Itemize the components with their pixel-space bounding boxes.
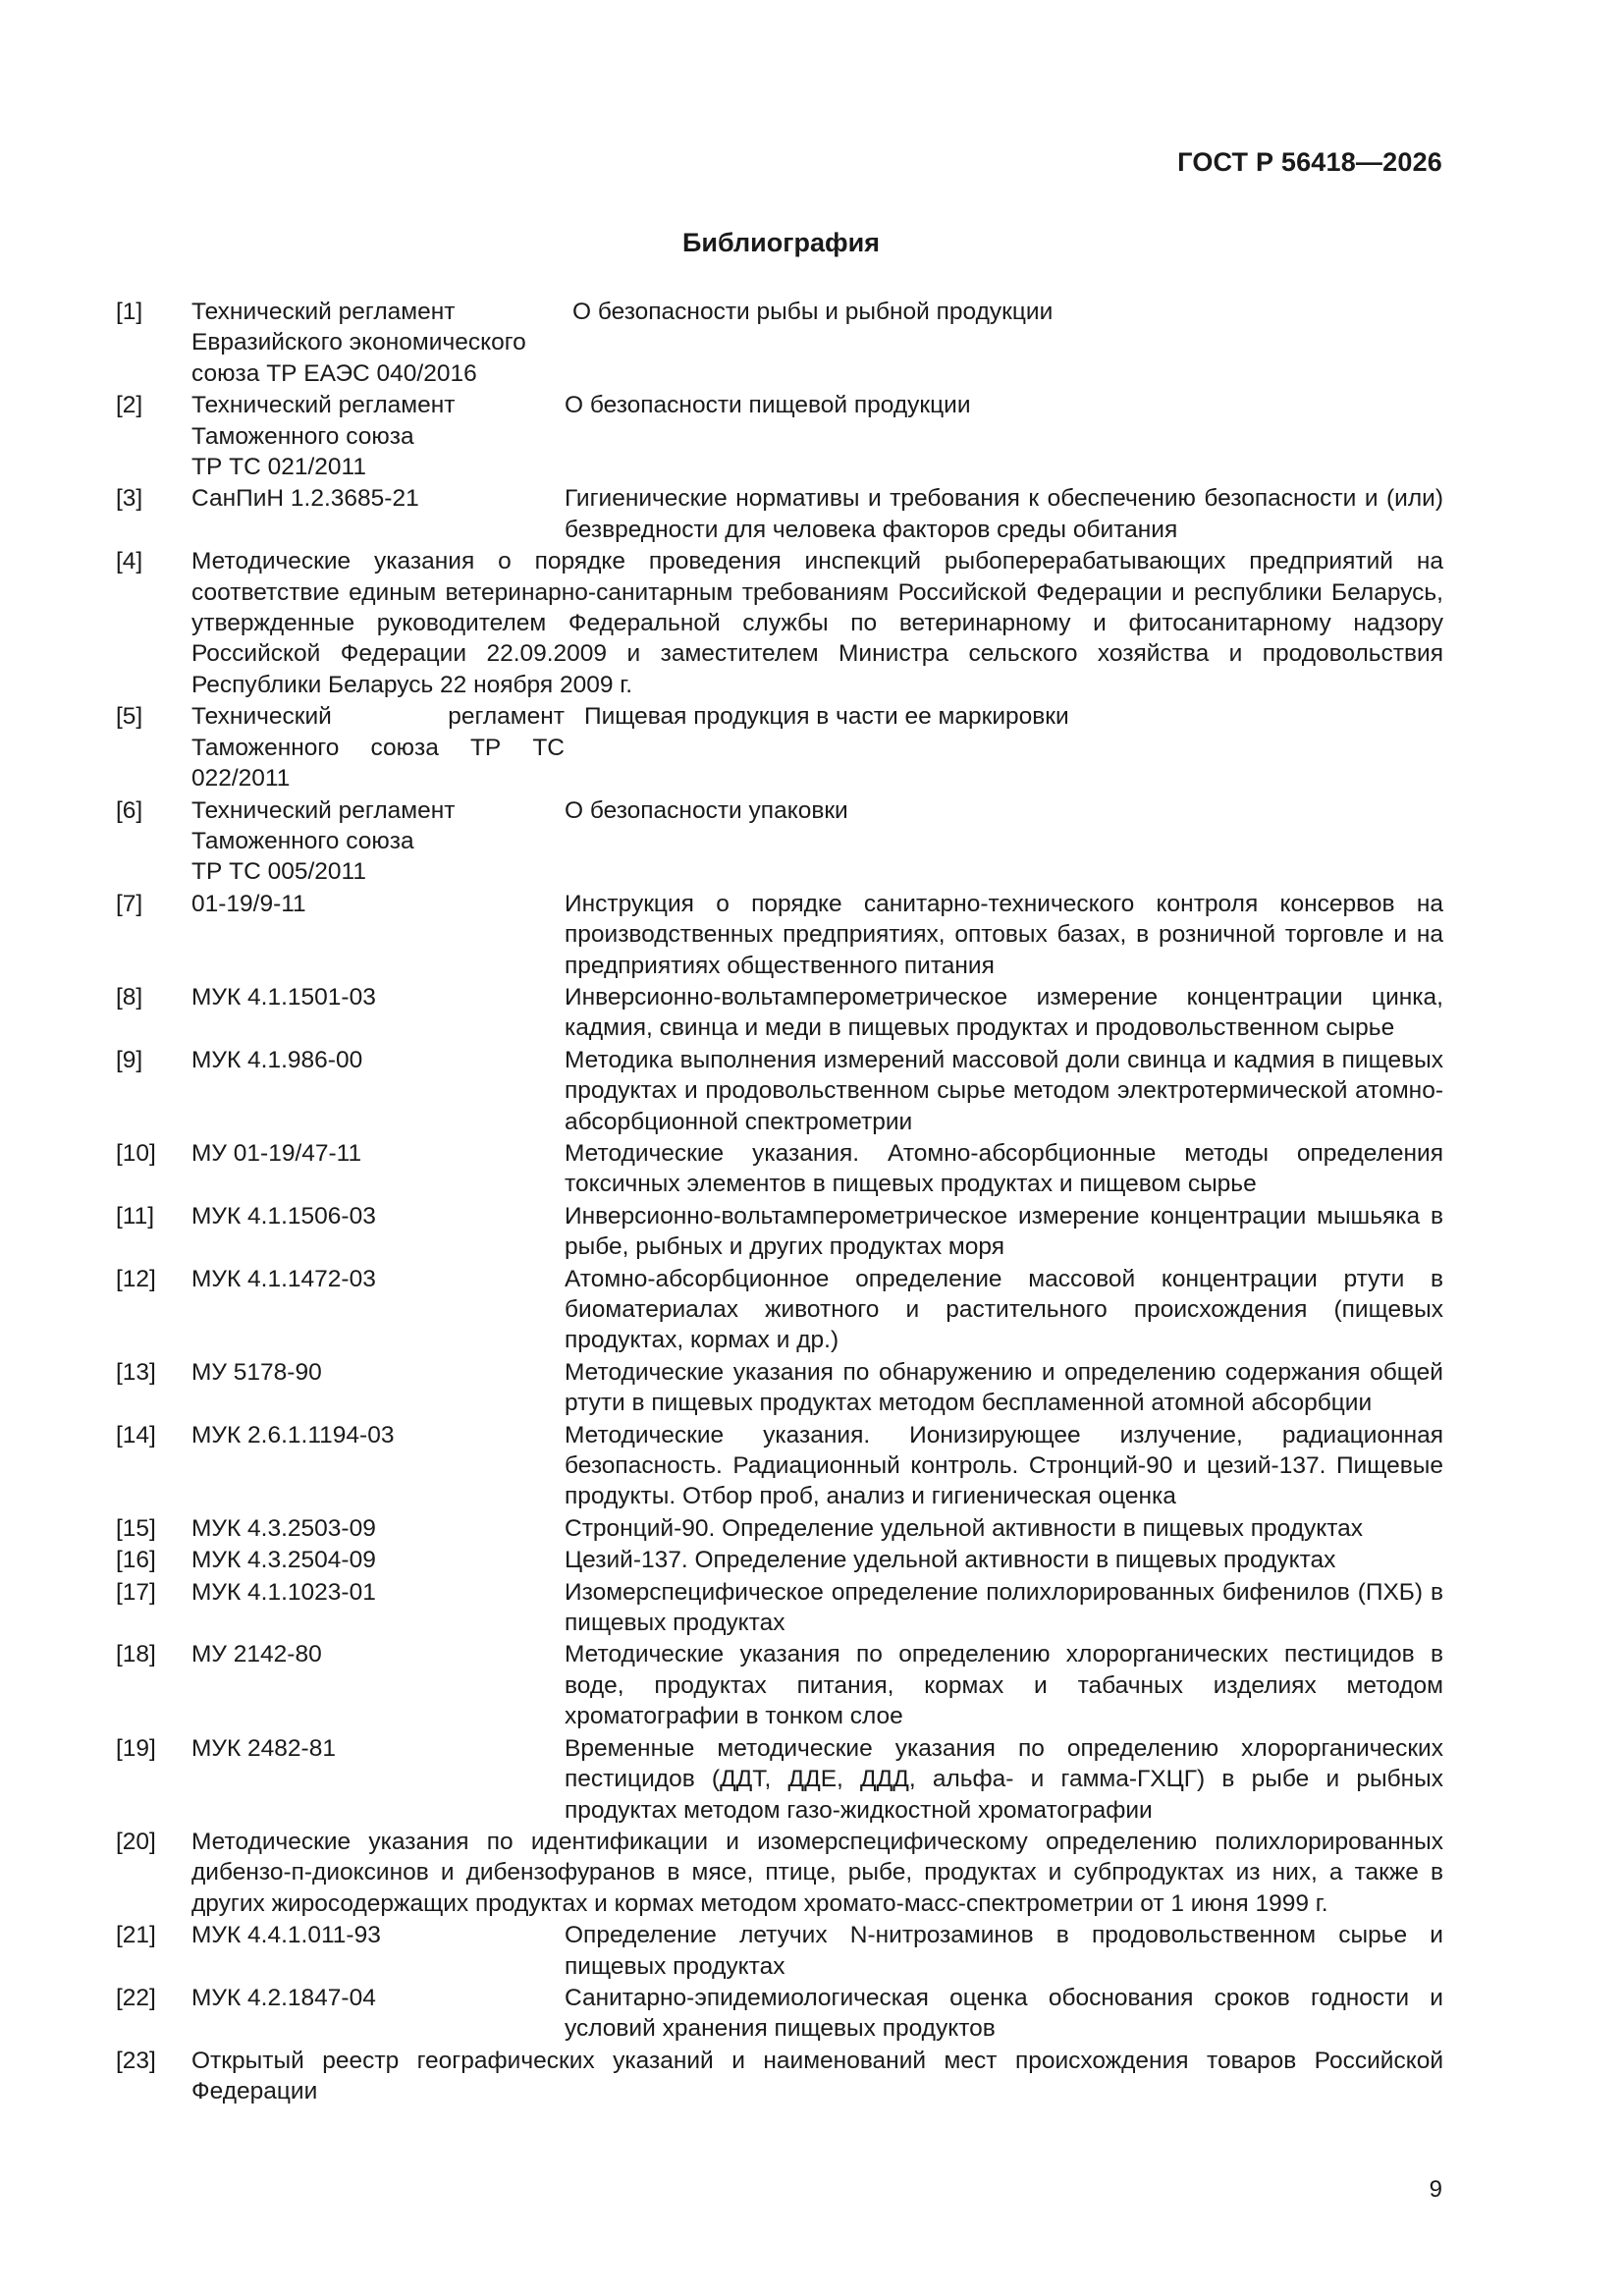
bibliography-entry <box>116 1201 1443 1263</box>
entry-title: Изомерспецифическое определение полихлорированных бифенилов (ПХБ) в пищевых продуктах <box>565 1578 1443 1637</box>
document-code: ГОСТ Р 56418—2026 <box>1177 147 1442 177</box>
entry-title: Определение летучих N-нитрозаминов в продовольственном сырье и пищевых продуктах <box>565 1922 1443 1980</box>
entry-designation: 01-19/9-11 <box>191 890 306 917</box>
entry-designation: Технический регламент Таможенного союза ТР ТС 005/2011 <box>191 796 456 886</box>
bibliography-entry <box>116 1513 1443 1544</box>
bibliography-entry <box>116 982 1443 1044</box>
entry-title: Пищевая продукция в части ее маркировки <box>584 703 1069 731</box>
entry-number: [21] <box>116 1922 156 1949</box>
entry-title: О безопасности рыбы и рыбной продукции <box>572 299 1054 325</box>
bibliography-entry <box>116 795 1443 888</box>
entry-full-text: Методические указания по идентификации и изомерспецифическому определению полихлорированных дибензо-п-диоксинов и дибензофуранов в мясе, птице, рыбе, продуктах и субпродуктах из них, а также в других жиросодержащих продуктах и кормах методом хромато-масс-спектрометрии от 1 июня 1999 г. <box>191 1828 1443 1917</box>
bibliography-entry <box>116 2046 1443 2107</box>
entry-designation: МУК 4.1.986-00 <box>191 1046 363 1073</box>
bibliography-entry <box>116 1545 1443 1575</box>
bibliography-entry <box>116 1357 1443 1419</box>
entry-designation: МУ 5178-90 <box>191 1358 322 1386</box>
bibliography-entry <box>116 1733 1443 1826</box>
entry-title: Атомно-абсорбционное определение массовой концентрации ртути в биоматериалах животного и растительного происхождения (пищевых продуктах, кормах и др.) <box>565 1265 1443 1354</box>
entry-number: [15] <box>116 1514 156 1542</box>
bibliography-entry <box>116 1045 1443 1137</box>
entry-title: О безопасности пищевой продукции <box>565 392 971 419</box>
bibliography-entry <box>116 390 1443 482</box>
entry-title: Методические указания по определению хлорорганических пестицидов в воде, продуктах питания, кормах и табачных изделиях методом хроматографии в тонком слое <box>565 1641 1443 1730</box>
entry-number: [19] <box>116 1734 156 1762</box>
entry-number: [20] <box>116 1828 156 1855</box>
entry-designation: МУК 4.1.1472-03 <box>191 1265 376 1292</box>
entry-number: [18] <box>116 1641 156 1668</box>
bibliography-list <box>116 297 1443 2108</box>
entry-designation: МУК 4.4.1.011-93 <box>191 1922 381 1949</box>
entry-designation: МУК 4.1.1023-01 <box>191 1578 376 1606</box>
entry-number: [9] <box>116 1046 143 1073</box>
bibliography-entry <box>116 1577 1443 1639</box>
entry-number: [8] <box>116 983 143 1011</box>
entry-title: О безопасности упаковки <box>565 796 848 824</box>
bibliography-entry <box>116 1639 1443 1731</box>
entry-number: [7] <box>116 890 143 917</box>
entry-title: Методические указания. Атомно-абсорбционные методы определения токсичных элементов в пищевых продуктах и пищевом сырье <box>565 1139 1443 1198</box>
entry-title: Методические указания по обнаружению и определению содержания общей ртути в пищевых продуктах методом беспламенной атомной абсорбции <box>565 1358 1443 1417</box>
bibliography-entry <box>116 1920 1443 1982</box>
entry-title: Инверсионно-вольтамперометрическое измерение концентрации мышьяка в рыбе, рыбных и других продуктах моря <box>565 1202 1443 1261</box>
entry-number: [14] <box>116 1421 156 1449</box>
section-heading: Библиография <box>682 228 880 257</box>
entry-title: Инструкция о порядке санитарно-технического контроля консервов на производственных предприятиях, оптовых базах, в розничной торговле и на предприятиях общественного питания <box>565 890 1443 979</box>
bibliography-entry <box>116 483 1443 545</box>
entry-full-text: Открытый реестр географических указаний и наименований мест происхождения товаров Российской Федерации <box>191 2047 1443 2105</box>
entry-designation: МУК 4.1.1501-03 <box>191 983 376 1011</box>
entry-number: [13] <box>116 1358 156 1386</box>
entry-designation: Технический регламент Таможенного союза ТР ТС 021/2011 <box>191 392 456 481</box>
entry-designation: МУ 2142-80 <box>191 1641 322 1668</box>
bibliography-entry <box>116 889 1443 981</box>
entry-designation: СанПиН 1.2.3685-21 <box>191 485 419 513</box>
bibliography-entry <box>116 546 1443 700</box>
entry-designation: Технический регламент Таможенного союза ТР ТС 022/2011 <box>191 703 565 793</box>
entry-designation: МУК 4.3.2504-09 <box>191 1547 376 1574</box>
entry-designation: МУ 01-19/47-11 <box>191 1139 362 1167</box>
entry-full-text: Методические указания о порядке проведения инспекций рыбоперерабатывающих предприятий на соответствие единым ветеринарно-санитарным требованиям Российской Федерации и республики Беларусь, утвержденные руководителем Федеральной службы по ветеринарному и фитосанитарному надзору Российской Федерации 22.09.2009 и заместителем Министра сельского хозяйства и продовольствия Республики Беларусь 22 ноября 2009 г. <box>191 548 1443 698</box>
entry-number: [11] <box>116 1202 155 1230</box>
entry-title: Инверсионно-вольтамперометрическое измерение концентрации цинка, кадмия, свинца и меди в пищевых продуктах и продовольственном сырье <box>565 983 1443 1042</box>
bibliography-entry <box>116 1138 1443 1200</box>
entry-designation: Технический регламент Евразийского экономического союза ТР ЕАЭС 040/2016 <box>191 299 526 387</box>
entry-title: Стронций-90. Определение удельной активности в пищевых продуктах <box>565 1514 1364 1542</box>
bibliography-entry <box>116 1827 1443 1919</box>
entry-title: Временные методические указания по определению хлорорганических пестицидов (ДДТ, ДДЕ, ДДД, альфа- и гамма-ГХЦГ) в рыбе и рыбных продуктах методом газо-жидкостной хроматографии <box>565 1734 1443 1824</box>
entry-number: [2] <box>116 392 143 419</box>
entry-number: [22] <box>116 1984 156 2011</box>
entry-number: [4] <box>116 548 143 575</box>
entry-title: Методические указания. Ионизирующее излучение, радиационная безопасность. Радиационный контроль. Стронций-90 и цезий-137. Пищевые продукты. Отбор проб, анализ и гигиеническая оценка <box>565 1421 1443 1510</box>
entry-number: [17] <box>116 1578 156 1606</box>
bibliography-entry <box>116 701 1443 793</box>
bibliography-entry <box>116 297 1443 389</box>
entry-designation: МУК 4.1.1506-03 <box>191 1202 376 1230</box>
entry-title: Гигиенические нормативы и требования к обеспечению безопасности и (или) безвредности для человека факторов среды обитания <box>565 485 1443 543</box>
entry-title: Санитарно-эпидемиологическая оценка обоснования сроков годности и условий хранения пищевых продуктов <box>565 1984 1443 2043</box>
entry-designation: МУК 4.2.1847-04 <box>191 1984 376 2011</box>
entry-number: [12] <box>116 1265 156 1292</box>
entry-designation: МУК 4.3.2503-09 <box>191 1514 376 1542</box>
entry-designation: МУК 2.6.1.1194-03 <box>191 1421 395 1449</box>
entry-number: [3] <box>116 485 143 513</box>
bibliography-entry <box>116 1264 1443 1356</box>
entry-title: Цезий-137. Определение удельной активности в пищевых продуктах <box>565 1547 1336 1574</box>
entry-number: [10] <box>116 1139 156 1167</box>
bibliography-entry <box>116 1983 1443 2045</box>
entry-designation: МУК 2482-81 <box>191 1734 336 1762</box>
entry-number: [23] <box>116 2047 156 2074</box>
entry-title: Методика выполнения измерений массовой доли свинца и кадмия в пищевых продуктах и продовольственном сырье методом электротермической атомно-абсорбционной спектрометрии <box>565 1046 1443 1135</box>
entry-number: [5] <box>116 703 143 731</box>
entry-number: [1] <box>116 299 143 325</box>
entry-number: [6] <box>116 796 143 824</box>
page-number: 9 <box>1429 2176 1442 2203</box>
bibliography-entry <box>116 1420 1443 1512</box>
entry-number: [16] <box>116 1547 156 1574</box>
